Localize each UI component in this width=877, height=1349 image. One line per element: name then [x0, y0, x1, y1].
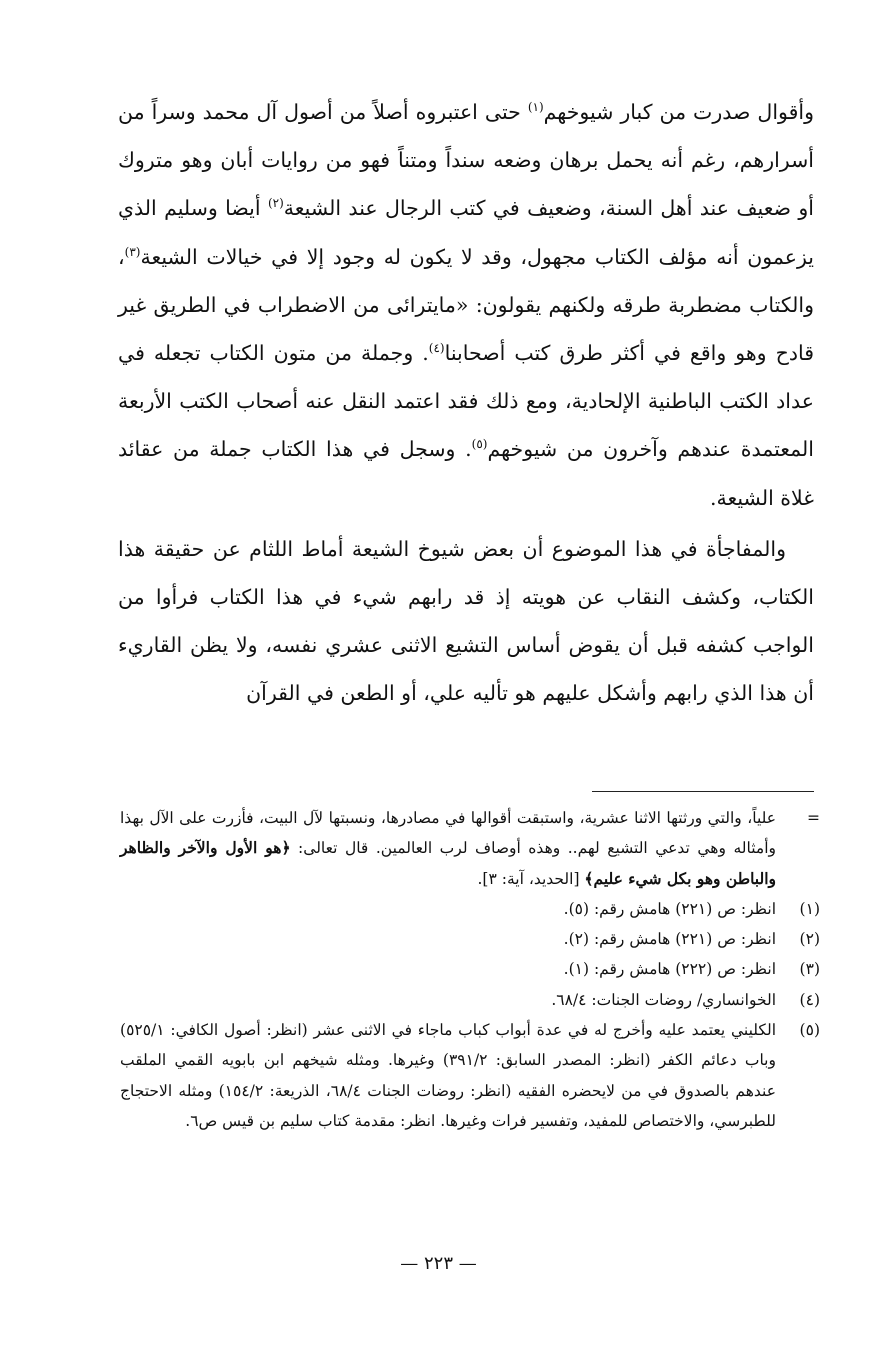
text-run: حتى اعتبروه أصلاً من أصول آل محمد وسراً من أسرارهم، رغم أنه يحمل برهان وضعه سنداً ومتناً فهو من روايات أبان وهو متروك أو ضعيف عند أهل السنة، وضعيف في كتب الرجال عند الشيعة: [118, 100, 814, 221]
footnote-3: [120, 954, 820, 984]
footnote-number: (١): [799, 899, 820, 918]
footnote-text: الكليني يعتمد عليه وأخرج له في عدة أبواب كباب ماجاء في الاثنى عشر (انظر: أصول الكافي: ٥٢٥/١) وباب دعائم الكفر (انظر: المصدر السابق: ٣٩١/٢) وغيرها. ومثله شيخهم ابن بابويه القمي الملقب عندهم بالصدوق في من لايحضره الفقيه (انظر: روضات الجنات ٦٨/٤، الذريعة: ١٥٤/٢) ومثله الاحتجاج للطبرسي، والاختصاص للمفيد، وتفسير فرات وغيرها. انظر: مقدمة كتاب سليم بن قيس ص٦.: [120, 1021, 776, 1130]
footnote-number: (٣): [799, 960, 820, 979]
footnote-separator: [592, 791, 814, 792]
footnote-ref-2: (٢): [267, 196, 284, 211]
footnote-ref-4: (٤): [428, 341, 445, 356]
page-number: — ٢٢٣ —: [400, 1253, 477, 1274]
quran-reference: [الحديد، آية: ٣].: [477, 869, 585, 888]
text-run: . وجملة من متون الكتاب تجعله في عداد الكتب الباطنية الإلحادية، ومع ذلك فقد اعتمد النقل عنه أصحاب الكتب الأربعة المعتمدة عندهم وآخرون من شيوخهم: [118, 341, 814, 462]
main-text: [118, 88, 814, 718]
footnote-1: [120, 894, 820, 924]
footnote-continuation: [120, 803, 820, 894]
footnote-text: الخوانساري/ روضات الجنات: ٦٨/٤.: [551, 990, 776, 1009]
footnote-number: (٢): [799, 930, 820, 949]
footnote-4: [120, 985, 820, 1015]
footnote-ref-5: (٥): [471, 437, 488, 452]
footnote-text: انظر: ص (٢٢١) هامش رقم: (٥).: [563, 899, 776, 918]
text-run: أيضا وسليم الذي يزعمون أنه مؤلف الكتاب مجهول، وقد لا يكون له وجود إلا في خيالات الشيعة: [118, 196, 814, 269]
footnote-text: انظر: ص (٢٢٢) هامش رقم: (١).: [563, 960, 776, 979]
footnote-text: انظر: ص (٢٢١) هامش رقم: (٢).: [563, 930, 776, 949]
text-run: علياً، والتي ورثتها الاثنا عشرية، واستبقت أقوالها في مصادرها، ونسبتها لآل البيت، فأزرت على الآل بهذا وأمثاله وهي تدعي التشيع لهم.. وهذه أوصاف لرب العالمين. قال تعالى:: [120, 809, 776, 858]
footnote-number: (٥): [799, 1021, 820, 1040]
footnotes: [120, 803, 820, 1136]
paragraph-1: [118, 88, 814, 522]
text-run: ، والكتاب مضطربة طرقه ولكنهم يقولون: «مايترائى من الاضطراب في الطريق غير قادح وهو واقع في أكثر طرق كتب أصحابنا: [118, 244, 814, 366]
footnote-text: [120, 803, 776, 894]
footnote-ref-3: (٣): [124, 244, 141, 259]
text-run: . وسجل في هذا الكتاب جملة من عقائد غلاة الشيعة.: [118, 437, 814, 510]
quran-quote: ﴿هو الأول والآخر والظاهر والباطن وهو بكل شيء عليم﴾: [120, 838, 776, 888]
footnote-number: (٤): [799, 990, 820, 1009]
footnote-ref-1: (١): [527, 100, 544, 115]
footnote-2: [120, 924, 820, 954]
footnote-5: [120, 1015, 820, 1136]
text-run: وأقوال صدرت من كبار شيوخهم: [543, 100, 815, 124]
paragraph-2: والمفاجأة في هذا الموضوع أن بعض شيوخ الشيعة أماط اللثام عن حقيقة هذا الكتاب، وكشف النقاب عن هويته إذ قد رابهم شيء في هذا الكتاب فرأوا من الواجب كشفه قبل أن يقوض أساس التشيع الاثنى عشري نفسه، ولا يظن القاريء أن هذا الذي رابهم وأشكل عليهم هو تأليه علي، أو الطعن في القرآن: [118, 536, 814, 706]
continuation-mark: =: [807, 809, 820, 827]
